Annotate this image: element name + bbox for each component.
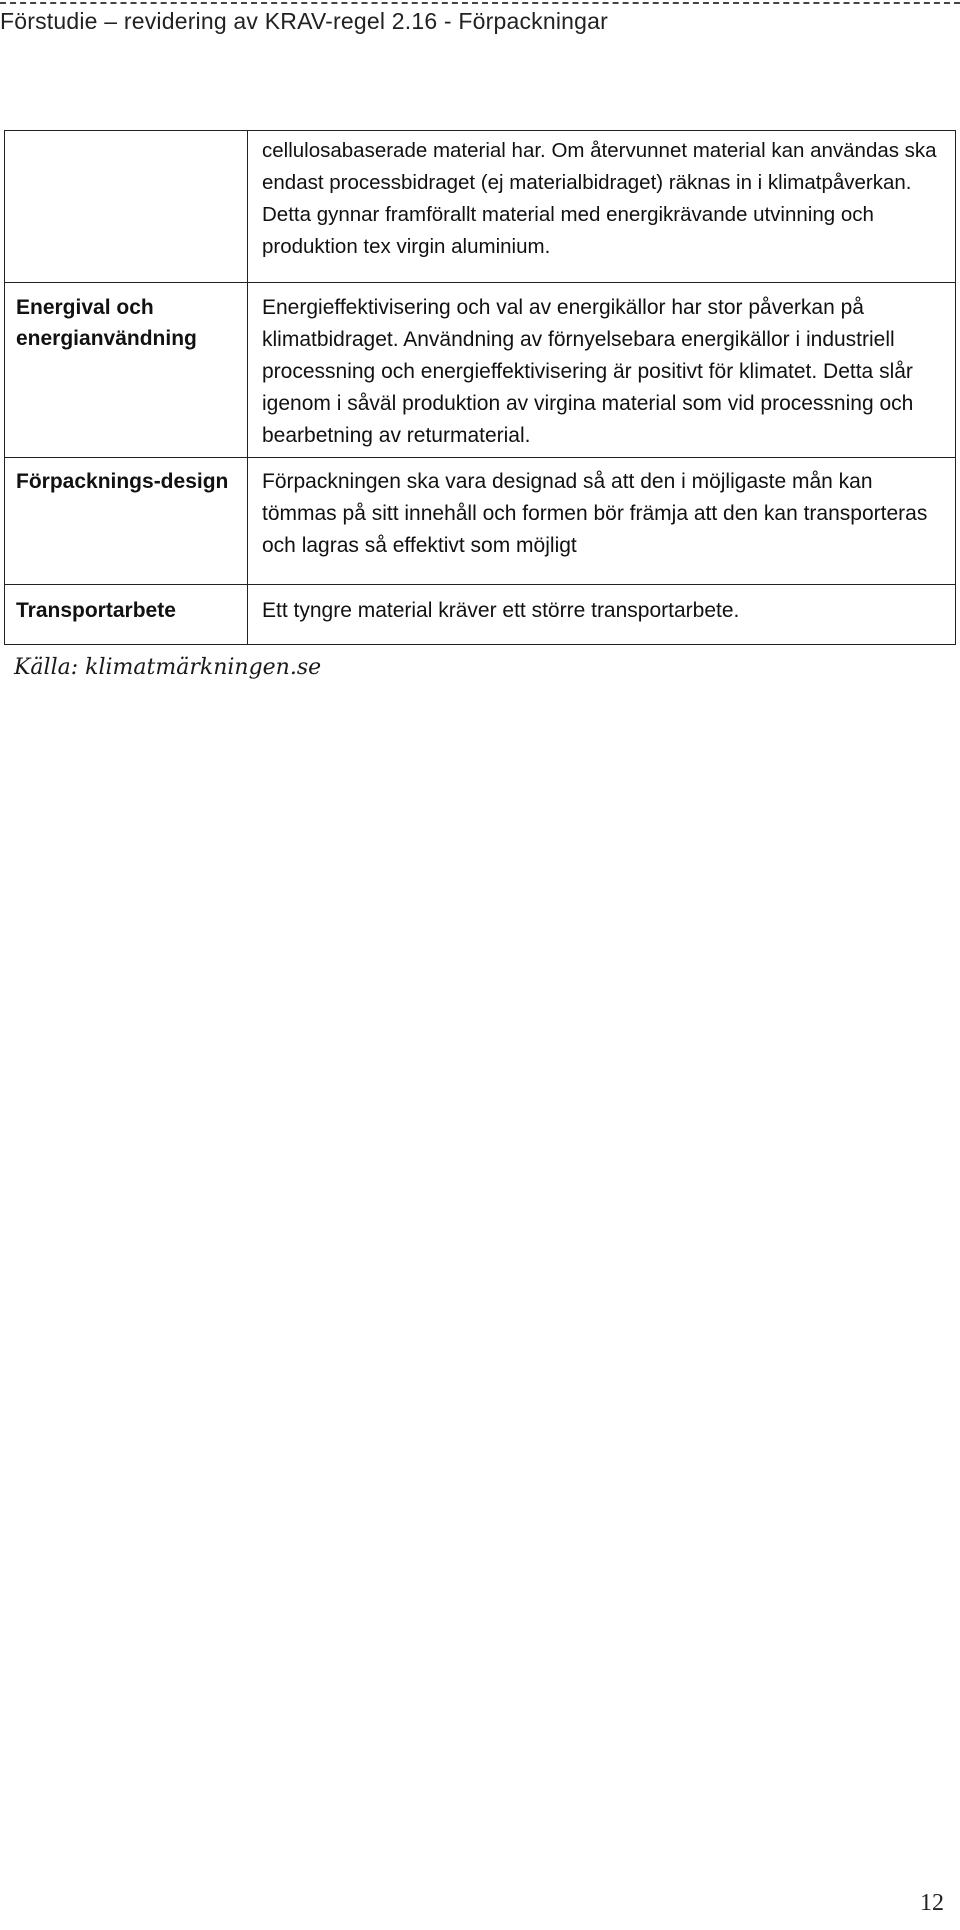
table-row [5, 585, 956, 645]
source-caption: Källa: klimatmärkningen.se [14, 655, 322, 680]
row-text-cell [248, 585, 956, 645]
page-number: 12 [920, 1890, 944, 1916]
row-text-cell [248, 283, 956, 458]
row-text-cell [248, 131, 956, 283]
row-text: cellulosabaserade material har. Om återvunnet material kan användas ska endast processbidraget (ej materialbidraget) räknas in i klimatpåverkan. Detta gynnar framförallt material med energikrävande utvinning och produktion tex virgin aluminium. [262, 139, 937, 258]
table-row [5, 131, 956, 283]
header-rule [0, 2, 960, 4]
row-label: Förpacknings-design [16, 470, 229, 493]
row-label: Transportarbete [16, 599, 176, 622]
table-row [5, 458, 956, 585]
row-label [5, 131, 247, 141]
row-text: Förpackningen ska vara designad så att den i möjligaste mån kan tömmas på sitt innehåll och formen bör främja att den kan transporteras och lagras så effektivt som möjligt [262, 470, 928, 557]
row-label-cell [5, 458, 248, 585]
page-header-title: Förstudie – revidering av KRAV-regel 2.16 - Förpackningar [0, 8, 608, 34]
table-row [5, 283, 956, 458]
row-label-cell [5, 131, 248, 283]
row-label-cell [5, 283, 248, 458]
row-text: Energieffektivisering och val av energikällor har stor påverkan på klimatbidraget. Användning av förnyelsebara energikällor i industriell processning och energieffektivisering är positivt för klimatet. Detta slår igenom i såväl produktion av virgina material som vid processning och bearbetning av returmaterial. [262, 296, 914, 447]
row-text-cell [248, 458, 956, 585]
row-text: Ett tyngre material kräver ett större transportarbete. [262, 599, 740, 622]
row-label: Energival och energianvändning [16, 296, 197, 350]
row-label-cell [5, 585, 248, 645]
factors-table [4, 130, 956, 645]
